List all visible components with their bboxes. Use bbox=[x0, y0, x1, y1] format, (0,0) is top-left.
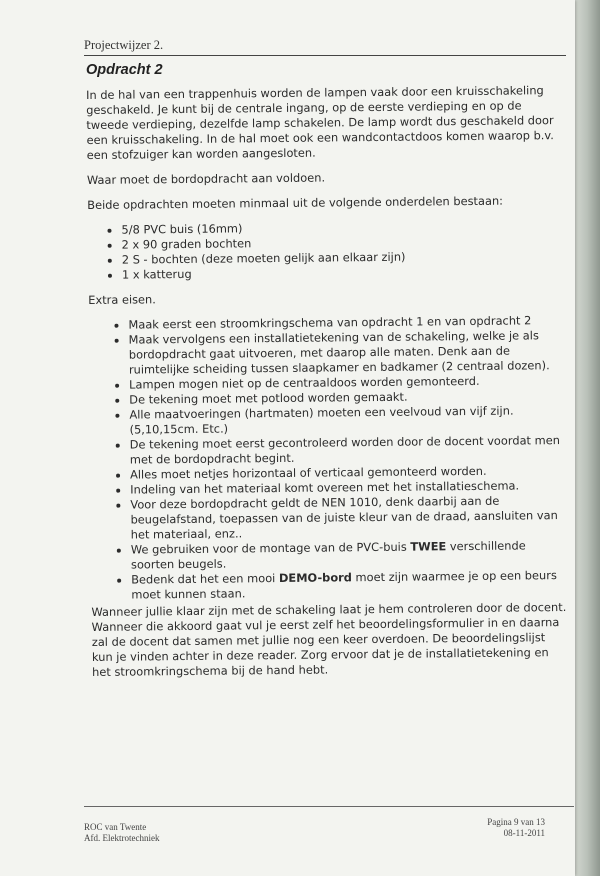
extra-heading: Extra eisen. bbox=[88, 292, 156, 307]
page-number: Pagina 9 van 13 bbox=[487, 817, 545, 827]
list-item: • De tekening moet eerst gecontroleerd worden door de docent voordat men met de bordopdracht begint. bbox=[130, 433, 566, 468]
list-item: • Alles moet netjes horizontaal of verticaal gemonteerd worden. bbox=[130, 463, 566, 483]
document-body bbox=[86, 83, 568, 690]
req-text: verschillende soorten beugels. bbox=[130, 538, 526, 572]
page-edge-background bbox=[572, 0, 600, 876]
intro-paragraph: In de hal van een trappenhuis worden de lampen vaak door een kruisschakeling geschakeld. Je kunt bij de centrale ingang, op de eerste verdieping en op de tweede verdieping, dezelfde lamp schakelen. De lamp wordt dus geschakeld door een kruisschakeling. In de hal moet ook een wandcontactdoos komen waarop b.v. een stofzuiger kan worden aangesloten. bbox=[86, 83, 554, 162]
footer-org bbox=[84, 822, 159, 844]
parts-list bbox=[87, 218, 564, 283]
req-text: We gebruiken voor de montage van de PVC-buis bbox=[130, 539, 411, 557]
list-item: • Maak eerst een stroomkringschema van opdracht 1 en van opdracht 2 bbox=[128, 313, 564, 333]
req-text: Bedenk dat het een mooi bbox=[131, 571, 280, 587]
list-item: • 1 x katterug bbox=[122, 263, 564, 283]
req-text: moet zijn waarmee je op een beurs moet kunnen staan. bbox=[131, 568, 557, 602]
emphasis: DEMO-bord bbox=[278, 570, 352, 586]
list-item bbox=[131, 568, 567, 603]
requirements-question: Waar moet de bordopdracht aan voldoen. bbox=[86, 170, 326, 187]
running-header: Projectwijzer 2. bbox=[84, 38, 566, 56]
requirements-list bbox=[88, 313, 567, 603]
section-title: Opdracht 2 bbox=[86, 62, 163, 78]
list-item: • Voor deze bordopdracht geldt de NEN 1010, denk daarbij aan de beugelafstand, toepassen van de juiste kleur van de draad, aansluiten van het materiaal, enz.. bbox=[130, 493, 566, 543]
org-name: ROC van Twente bbox=[84, 822, 147, 832]
list-item: • 2 S - bochten (deze moeten gelijk aan elkaar zijn) bbox=[122, 248, 564, 268]
emphasis: TWEE bbox=[410, 539, 447, 554]
list-item: • Maak vervolgens een installatietekening van de schakeling, welke je als bordopdracht gaat uitvoeren, met daarop alle maten. Denk aan de ruimtelijke scheiding tussen slaapkamer en badkamer (2 centraal dozen). bbox=[129, 328, 565, 378]
footer-divider bbox=[84, 806, 574, 807]
list-item: • Lampen mogen niet op de centraaldoos worden gemonteerd. bbox=[129, 373, 565, 393]
department: Afd. Elektrotechniek bbox=[84, 833, 160, 843]
list-item bbox=[131, 538, 567, 573]
list-item: • 5/8 PVC buis (16mm) bbox=[121, 218, 563, 238]
list-item: • Alle maatvoeringen (hartmaten) moeten een veelvoud van vijf zijn. (5,10,15cm. Etc.) bbox=[129, 403, 565, 438]
list-item: • De tekening moet met potlood worden gemaakt. bbox=[129, 388, 565, 408]
list-item: • Indeling van het materiaal komt overeen met het installatieschema. bbox=[130, 478, 566, 498]
parts-intro: Beide opdrachten moeten minmaal uit de volgende onderdelen bestaan: bbox=[87, 193, 504, 212]
closing-paragraph: Wanneer jullie klaar zijn met de schakeling laat je hem controleren door de docent. Wanneer die akkoord gaat vul je eerst zelf het beoordelingsformulier in en daarna zal de docent dat samen met jullie nog een keer overdoen. De beoordelingslijst kun je vinden achter in deze reader. Zorg ervoor dat je de installatietekening en het stroomkringschema bij de hand hebt. bbox=[91, 599, 567, 679]
document-date: 08-11-2011 bbox=[503, 828, 545, 838]
list-item: • 2 x 90 graden bochten bbox=[122, 233, 564, 253]
footer-meta bbox=[487, 817, 545, 839]
